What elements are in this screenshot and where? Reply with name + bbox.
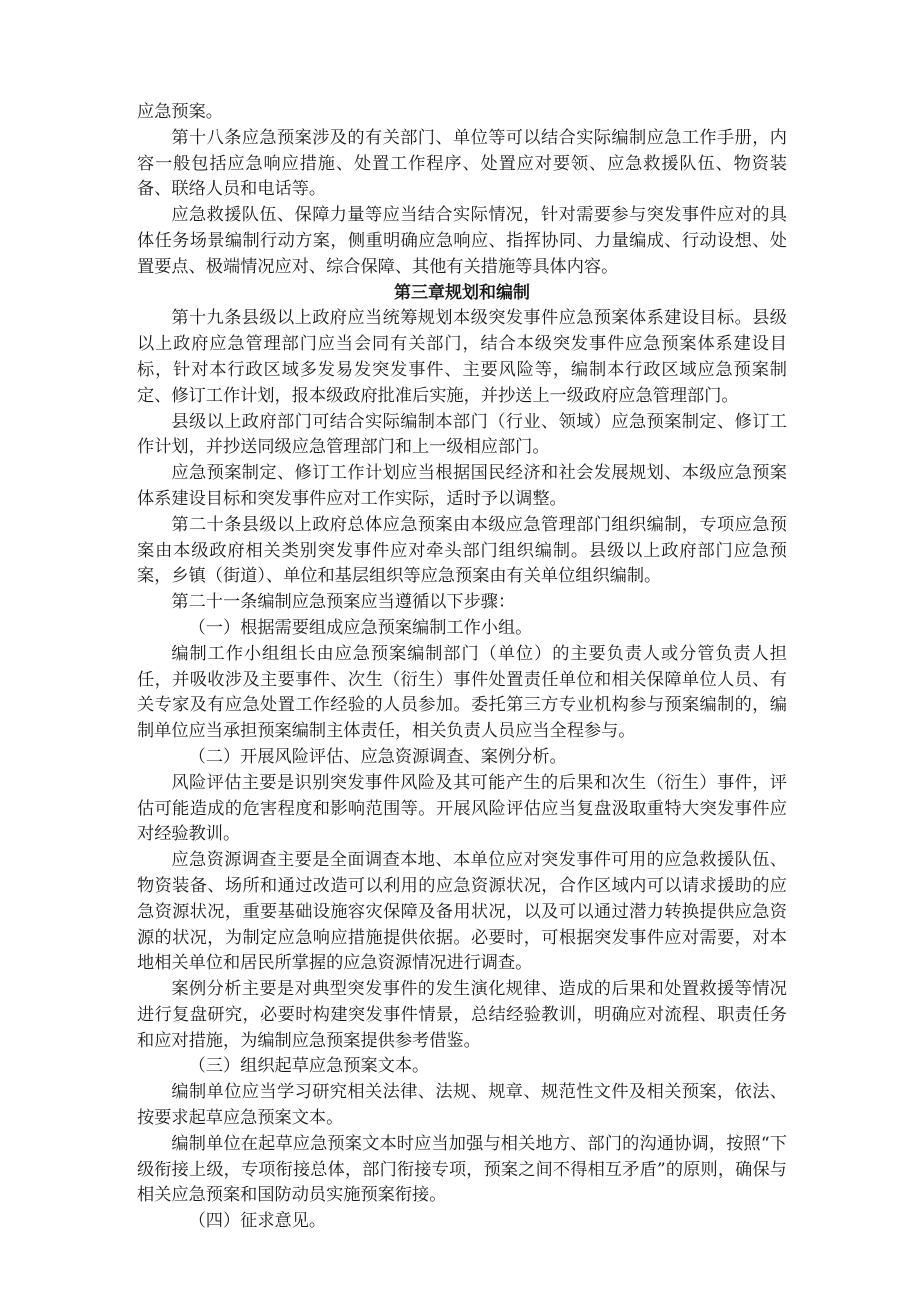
paragraph: 第十九条县级以上政府应当统筹规划本级突发事件应急预案体系建设目标。县级以上政府应急管理部门应当会同有关部门，结合本级突发事件应急预案体系建设目标，针对本行政区域多发易发突发事件、主要风险等，编制本行政区域应急预案制定、修订工作计划，报本级政府批准后实施，并抄送上一级政府应急管理部门。 xyxy=(137,308,787,406)
paragraph: 编制单位在起草应急预案文本时应当加强与相关地方、部门的沟通协调，按照“下级衔接上级，专项衔接总体，部门衔接专项，预案之间不得相互矛盾”的原则，确保与相关应急预案和国防动员实施预案衔接。 xyxy=(137,1133,787,1206)
paragraph: 应急预案。 xyxy=(137,102,223,122)
paragraph: 应急救援队伍、保障力量等应当结合实际情况，针对需要参与突发事件应对的具体任务场景编制行动方案，侧重明确应急响应、指挥协同、力量编成、行动设想、处置要点、极端情况应对、综合保障、其他有关措施等具体内容。 xyxy=(137,205,787,277)
paragraph: 第十八条应急预案涉及的有关部门、单位等可以结合实际编制应急工作手册，内容一般包括应急响应措施、处置工作程序、处置应对要领、应急救援队伍、物资装备、联络人员和电话等。 xyxy=(137,127,787,200)
paragraph: 县级以上政府部门可结合实际编制本部门（行业、领域）应急预案制定、修订工作计划，并抄送同级应急管理部门和上一级相应部门。 xyxy=(137,411,787,458)
step-item: （三）组织起草应急预案文本。 xyxy=(188,1056,430,1077)
paragraph: 应急预案制定、修订工作计划应当根据国民经济和社会发展规划、本级应急预案体系建设目标和突发事件应对工作实际，适时予以调整。 xyxy=(137,463,787,509)
paragraph: 编制单位应当学习研究相关法律、法规、规章、规范性文件及相关预案，依法、按要求起草应急预案文本。 xyxy=(137,1082,787,1129)
paragraph: 编制工作小组组长由应急预案编制部门（单位）的主要负责人或分管负责人担任，并吸收涉及主要事件、次生（衍生）事件处置责任单位和相关保障单位人员、有关专家及有应急处置工作经验的人员参加。委托第三方专业机构参与预案编制的，编制单位应当承担预案编制主体责任，相关负责人员应当全程参与。 xyxy=(137,643,787,742)
paragraph: 风险评估主要是识别突发事件风险及其可能产生的后果和次生（衍生）事件，评估可能造成的危害程度和影响范围等。开展风险评估应当复盘汲取重特大突发事件应对经验教训。 xyxy=(137,772,787,845)
paragraph: 应急资源调查主要是全面调查本地、本单位应对突发事件可用的应急救援队伍、物资装备、场所和通过改造可以利用的应急资源状况，合作区域内可以请求援助的应急资源状况，重要基础设施容灾保障及备用状况，以及可以通过潜力转换提供应急资源的状况，为制定应急响应措施提供依据。必要时，可根据突发事件应对需要，对本地相关单位和居民所掌握的应急资源情况进行调查。 xyxy=(137,850,787,974)
step-item: （二）开展风险评估、应急资源调查、案例分析。 xyxy=(188,746,567,767)
chapter-heading: 第三章规划和编制 xyxy=(394,282,530,303)
step-item: （一）根据需要组成应急预案编制工作小组。 xyxy=(188,617,533,638)
document-page xyxy=(137,100,787,1235)
step-item: （四）征求意见。 xyxy=(188,1211,327,1232)
paragraph: 第二十一条编制应急预案应当遵循以下步骤： xyxy=(171,592,516,613)
paragraph: 第二十条县级以上政府总体应急预案由本级应急管理部门组织编制，专项应急预案由本级政府相关类别突发事件应对牵头部门组织编制。县级以上政府部门应急预案，乡镇（街道）、单位和基层组织等应急预案由有关单位组织编制。 xyxy=(137,514,787,587)
paragraph: 案例分析主要是对典型突发事件的发生演化规律、造成的后果和处置救援等情况进行复盘研究，必要时构建突发事件情景，总结经验教训，明确应对流程、职责任务和应对措施，为编制应急预案提供参考借鉴。 xyxy=(137,979,787,1051)
